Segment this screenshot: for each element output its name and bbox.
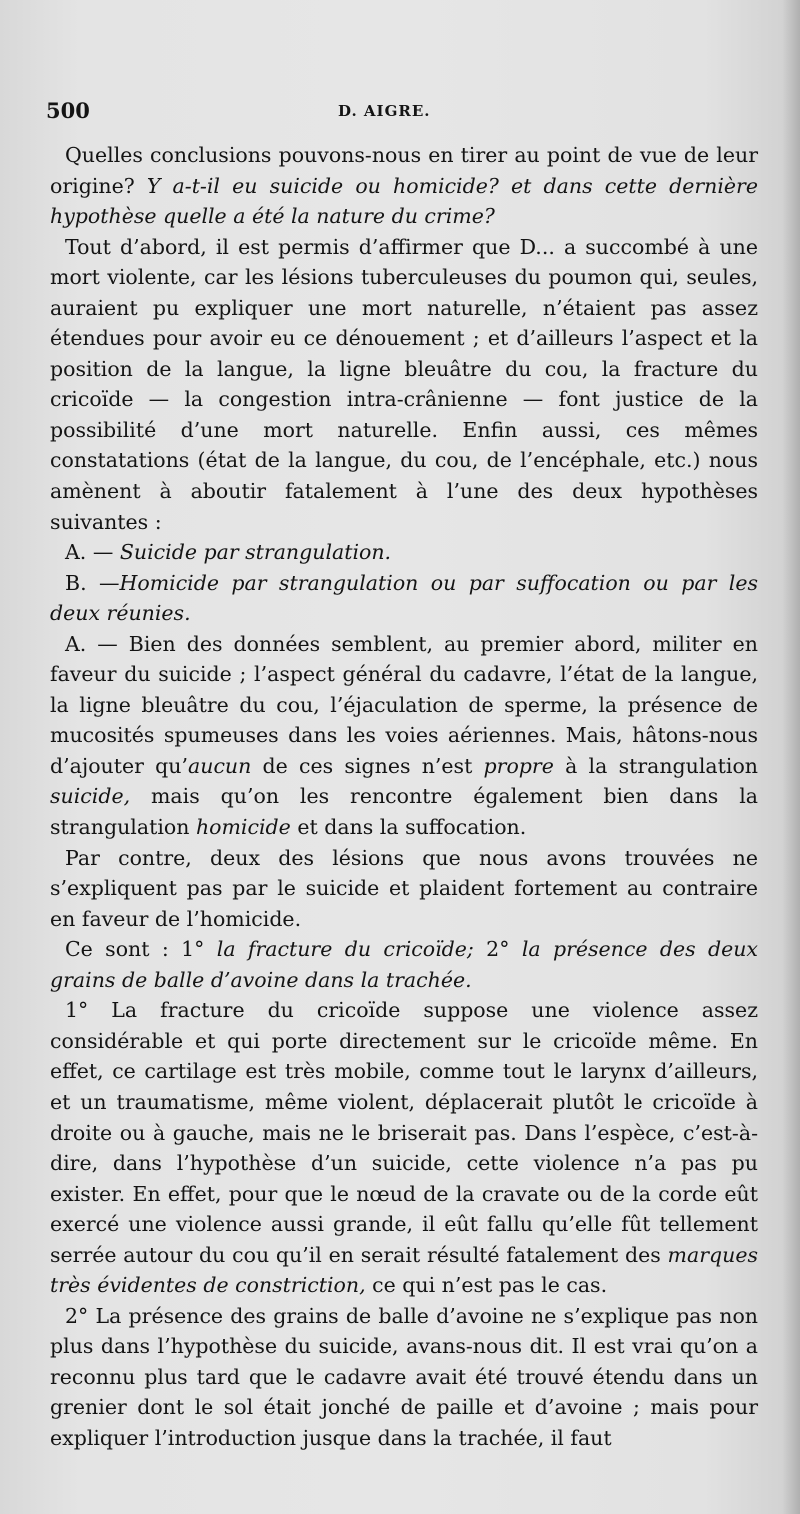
- text-run: Quelles conclusions pouvons-nous en tirer au point de vue de leur origine?: [50, 143, 758, 198]
- italic-run: suicide,: [50, 784, 131, 809]
- italic-run: la fracture du cricoïde;: [216, 937, 474, 962]
- body-text: [50, 140, 758, 1454]
- text-run: B. —: [65, 570, 120, 595]
- text-run: ce qui n’est pas le cas.: [365, 1273, 608, 1298]
- paragraph-fracture-cricoide: [50, 995, 758, 1300]
- text-run: 1° La fracture du cricoïde suppose une violence assez considérable et qui porte directement sur le cricoïde même. En effet, ce cartilage est très mobile, comme tout le larynx d’ailleurs, et un traumatisme, même violent, déplacerait plutôt le cricoïde à droite ou à gauche, mais ne le briserait pas. Dans l’espèce, c’est-à-dire, dans l’hypothèse d’un suicide, cette violence n’a pas pu exister. En effet, pour que le nœud de la cravate ou de la corde eût exercé une violence aussi grande, il eût fallu qu’elle fût tellement serrée autour du cou qu’il en serait résulté fatalement des: [50, 998, 758, 1267]
- text-run: A. — Bien des données semblent, au premier abord, militer en faveur du suicide ; l’aspect général du cadavre, l’état de la langue, la ligne bleuâtre du cou, l’éjaculation de sperme, la présence de mucosités spumeuses dans les voies aériennes. Mais, hâtons-nous d’ajouter qu’: [50, 631, 758, 778]
- paragraph-ce-sont: [50, 934, 758, 995]
- text-run: de ces signes n’est: [251, 753, 484, 778]
- text-run: A. —: [65, 540, 120, 565]
- paragraph-conclusions: [50, 140, 758, 232]
- italic-run: la présence des deux grains de balle d’avoine dans la trachée.: [50, 937, 758, 992]
- text-run: 2°: [473, 937, 522, 962]
- text-run: Ce sont : 1°: [65, 937, 217, 962]
- paragraph-grains-avoine: [50, 1301, 758, 1454]
- italic-run: aucun: [188, 753, 252, 778]
- italic-run: Homicide par strangulation ou par suffocation ou par les deux réunies.: [50, 570, 758, 626]
- italic-run: Y a-t-il eu suicide ou homicide? et dans cette dernière hypothèse quelle a été la nature du crime?: [50, 173, 758, 229]
- text-run: mais qu’on les rencontre également bien dans la strangulation: [50, 784, 758, 840]
- italic-run: propre: [483, 753, 554, 778]
- paragraph-suicide: [50, 629, 758, 843]
- italic-run: Suicide par strangulation.: [119, 540, 392, 565]
- italic-run: marques très évidentes de constriction,: [50, 1242, 758, 1298]
- text-run: Par contre, deux des lésions que nous avons trouvées ne s’expliquent pas par le suicide et plaident fortement au contraire en faveur de l’homicide.: [50, 845, 758, 931]
- hypothesis-a: [50, 537, 758, 568]
- text-run: et dans la suffocation.: [290, 815, 527, 840]
- italic-run: homicide: [195, 815, 291, 840]
- paragraph-mort-violente: [50, 232, 758, 537]
- page-header: [46, 98, 736, 128]
- page-number: 500: [46, 98, 90, 123]
- text-run: Tout d’abord, il est permis d’affirmer que D... a succombé à une mort violente, car les lésions tuberculeuses du poumon qui, seules, auraient pu expliquer une mort naturelle, n’étaient pas assez étendues pour avoir eu ce dénouement ; et d’ailleurs l’aspect et la position de la langue, la ligne bleuâtre du cou, la fracture du cricoïde — la congestion intra-crânienne — font justice de la possibilité d’une mort naturelle. Enfin aussi, ces mêmes constatations (état de la langue, du cou, de l’encéphale, etc.) nous amènent à aboutir fatalement à l’une des deux hypothèses suivantes :: [50, 234, 758, 534]
- text-run: 2° La présence des grains de balle d’avoine ne s’explique pas non plus dans l’hypothèse du suicide, avans-nous dit. Il est vrai qu’on a reconnu plus tard que le cadavre avait été trouvé étendu dans un grenier dont le sol était jonché de paille et d’avoine ; mais pour expliquer l’introduction jusque dans la trachée, il faut: [50, 1303, 758, 1450]
- running-head: D. AIGRE.: [338, 102, 431, 120]
- hypothesis-b: [50, 568, 758, 629]
- text-run: à la strangulation: [553, 753, 758, 778]
- paragraph-par-contre: [50, 843, 758, 935]
